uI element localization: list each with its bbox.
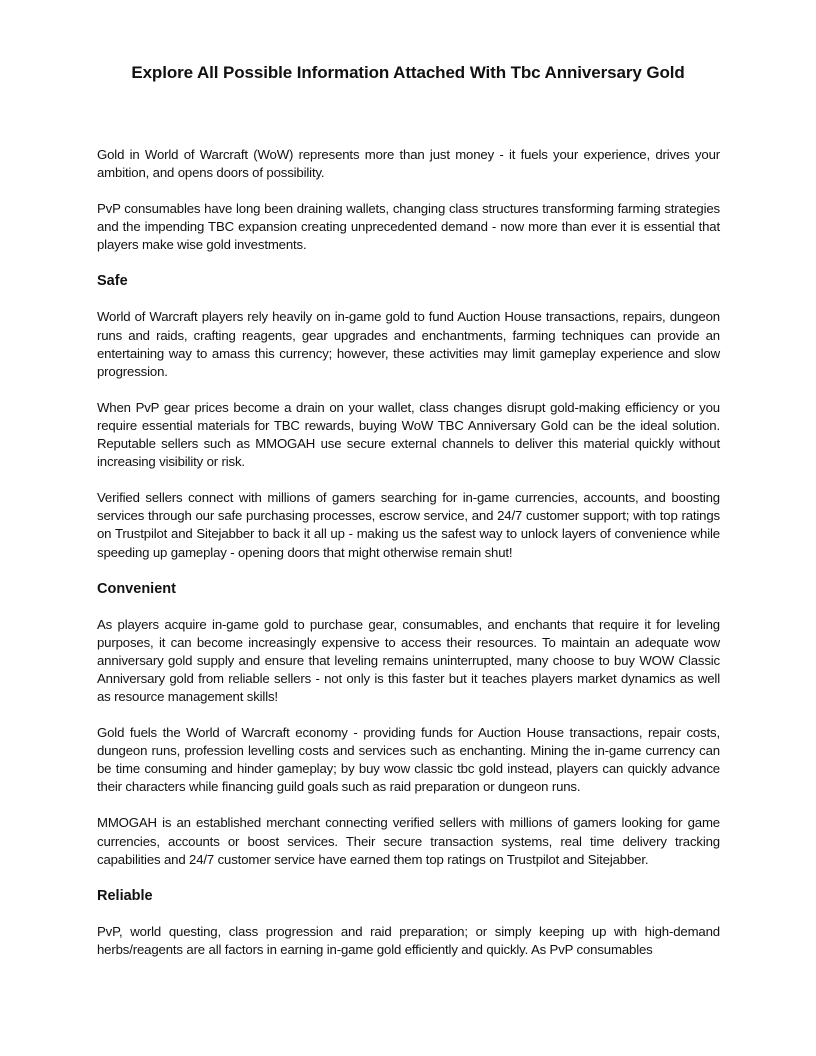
convenient-paragraph-1: As players acquire in-game gold to purchase gear, consumables, and enchants that require it for leveling purposes, it can become increasingly expensive to access their resources. To maintain an adequate wow anniversary gold supply and ensure that leveling remains uninterrupted, many choose to buy WOW Classic Anniversary gold from reliable sellers - not only is this faster but it teaches players market dynamics as well as resource management skills! <box>97 616 720 704</box>
reliable-paragraph-1: PvP, world questing, class progression and raid preparation; or simply keeping up with high-demand herbs/reagents are all factors in earning in-game gold efficiently and quickly. As PvP consumables <box>97 923 720 957</box>
page-title: Explore All Possible Information Attached With Tbc Anniversary Gold <box>131 63 685 82</box>
safe-paragraph-1: World of Warcraft players rely heavily on in-game gold to fund Auction House transactions, repairs, dungeon runs and raids, crafting reagents, gear upgrades and enchantments, farming techniques can provide an entertaining way to amass this currency; however, these activities may limit gameplay experience and slow progression. <box>97 309 720 379</box>
section-heading-convenient: Convenient <box>97 580 176 597</box>
convenient-paragraph-3: MMOGAH is an established merchant connecting verified sellers with millions of gamers looking for game currencies, accounts or boost services. Their secure transaction systems, real time delivery tracking capabilities and 24/7 customer service have earned them top ratings on Trustpilot and Sitejabber. <box>97 815 720 867</box>
intro-paragraph-2: PvP consumables have long been draining wallets, changing class structures transforming farming strategies and the impending TBC expansion creating unprecedented demand - now more than ever it is essential that players make wise gold investments. <box>97 201 720 253</box>
safe-paragraph-3: Verified sellers connect with millions of gamers searching for in-game currencies, accounts, and boosting services through our safe purchasing processes, escrow service, and 24/7 customer support; with top ratings on Trustpilot and Sitejabber to back it all up - making us the safest way to unlock layers of convenience while speeding up gameplay - opening doors that might otherwise remain shut! <box>97 490 720 560</box>
document-body <box>97 146 720 977</box>
section-heading-safe: Safe <box>97 273 128 290</box>
safe-paragraph-2: When PvP gear prices become a drain on your wallet, class changes disrupt gold-making efficiency or you require essential materials for TBC rewards, buying WoW TBC Anniversary Gold can be the ideal solution. Reputable sellers such as MMOGAH use secure external channels to deliver this material quickly without increasing visibility or risk. <box>97 399 720 470</box>
section-heading-reliable: Reliable <box>97 887 153 904</box>
convenient-paragraph-2: Gold fuels the World of Warcraft economy - providing funds for Auction House transactions, repair costs, dungeon runs, profession levelling costs and services such as enchanting. Mining the in-game currency can be time consuming and hinder gameplay; by buy wow classic tbc gold instead, players can quickly advance their characters while financing guild goals such as raid preparation or dungeon runs. <box>97 725 720 795</box>
intro-paragraph-1: Gold in World of Warcraft (WoW) represents more than just money - it fuels your experience, drives your ambition, and opens doors of possibility. <box>97 147 720 181</box>
